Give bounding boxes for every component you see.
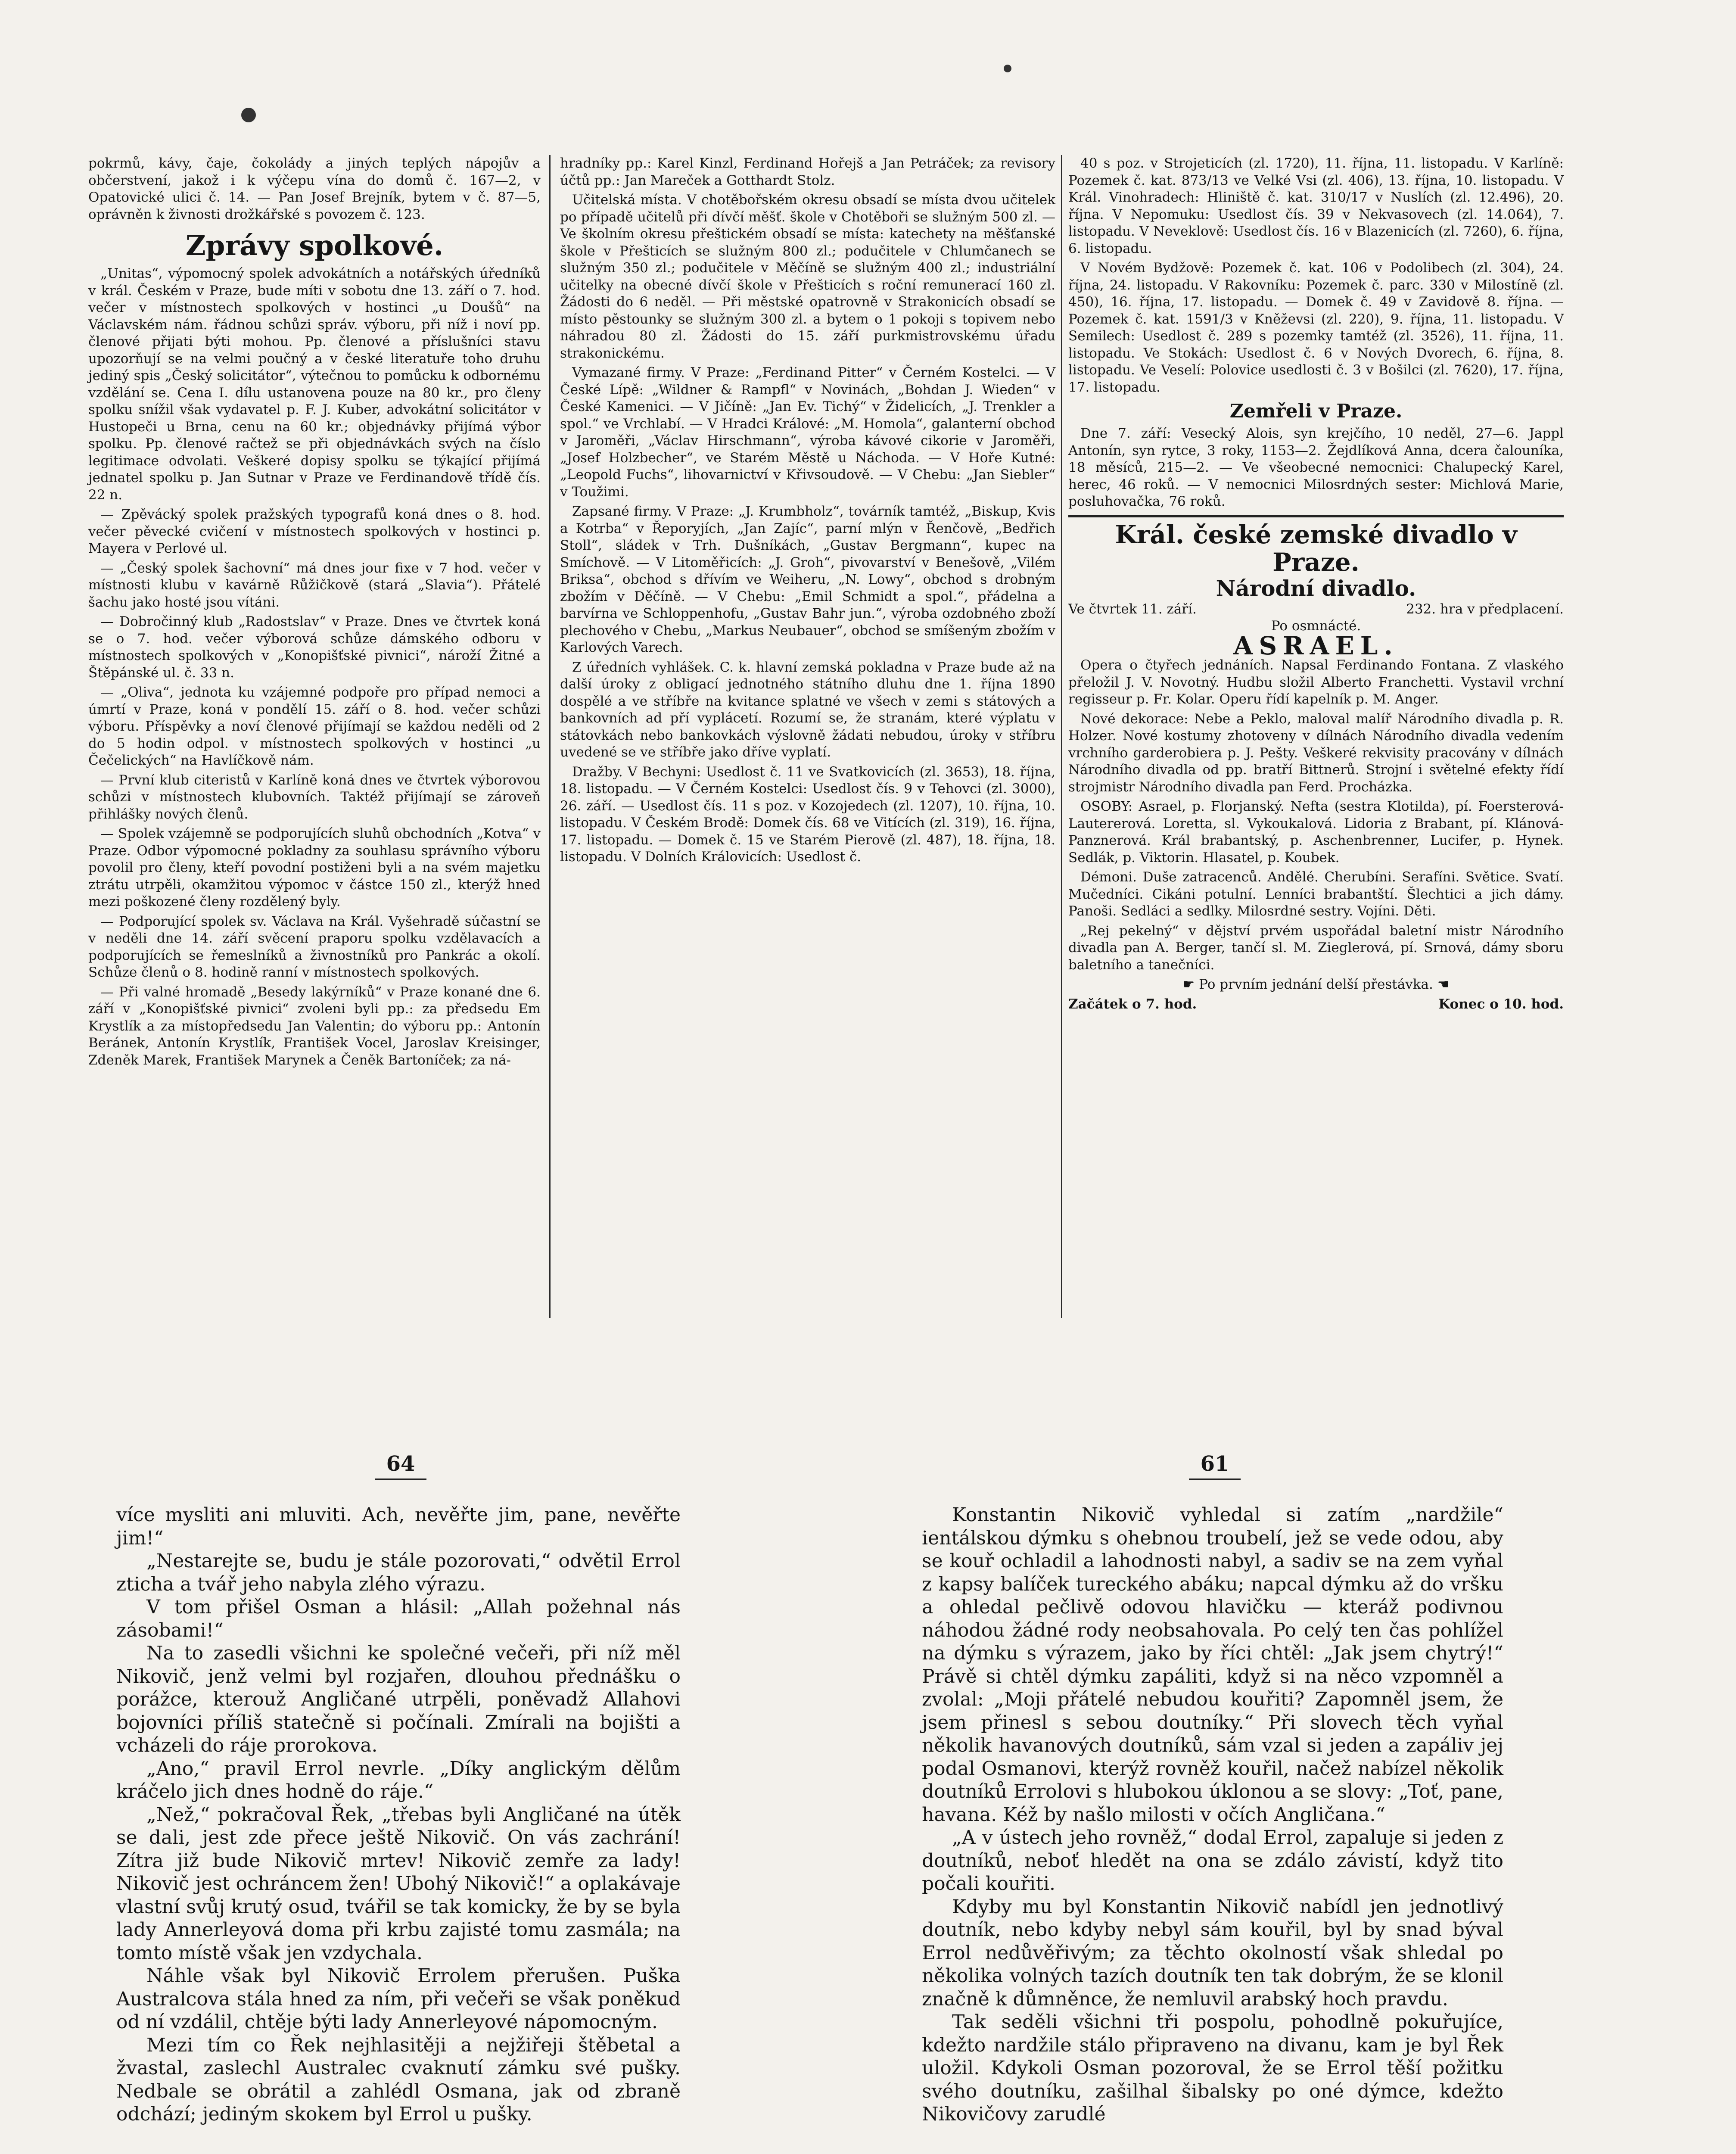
- paragraph: Nové dekorace: Nebe a Peklo, maloval malíř Národního divadla p. R. Holzer. Nové kostumy zhotoveny v dílnách Národního divadla vedením vrchního garderobiera p. J. Pešty. Veškeré rekvisity pracovány v dílnách Národního divadla od pp. bratří Bittnerů. Strojní i světelné efekty řídí strojmistr Národního divadla pan Ferd. Procházka.: [1068, 711, 1564, 795]
- times-line: [1068, 996, 1564, 1013]
- column-left: [88, 155, 541, 1071]
- intermission-note: ☛ Po prvním jednání delší přestávka. ☚: [1182, 977, 1450, 992]
- newspaper-section: [0, 155, 1736, 1327]
- paragraph: — Podporující spolek sv. Václava na Král. Vyšehradě súčastní se v neděli dne 14. září svěcení praporu spolku vzdělavacích a podporujících se řemeslníků a živnostníků pro Pankrác a okolí. Schůze členů o 8. hodině ranní v místnostech spolkových.: [88, 913, 541, 980]
- page-number-right: 61: [1189, 1452, 1241, 1480]
- theatre-title: Král. české zemské divadlo v Praze.: [1068, 515, 1564, 576]
- paragraph: Z úředních vyhlášek. C. k. hlavní zemská pokladna v Praze bude až na další úroky z obligací jednotného státního dluhu dne 1. října 1890 dospělé a ve stříbře na kvitance splatné ve všech v zemi s státových a bankovních ad pří vyplácetí. Rozumí se, že stranám, které výplatu v státovkách nebo bankovkách výslovně žádati nebudou, úroky v stříbru uvedené se ve stříbře jako dříve vyplatí.: [560, 659, 1055, 760]
- page-number-left: 64: [375, 1452, 426, 1480]
- paragraph: OSOBY: Asrael, p. Florjanský. Nefta (sestra Klotilda), pí. Foersterová-Lautererová. Loretta, sl. Vykoukalová. Lidoria z Brabant, pí. Klánová-Panznerová. Král brabantský, p. Aschenbrenner, Lucifer, p. Hynek. Sedlák, p. Viktorin. Hlasatel, p. Koubek.: [1068, 799, 1564, 865]
- performance-number: 232. hra v předplacení.: [1406, 601, 1564, 617]
- paragraph: pokrmů, kávy, čaje, čokolády a jiných teplých nápojův a občerstvení, jakož i k výčepu vína do domů č. 167—2, v Opatovické ulici č. 14. — Pan Josef Brejník, bytem v č. 87—5, oprávněn k živnosti drožkářské s povozem č. 123.: [88, 156, 541, 222]
- paragraph: Konstantin Nikovič vyhledal si zatím „nardžile“ ientálskou dýmku s ohebnou troubelí, jež se vede odou, aby se kouř ochladil a lahodnosti nabyl, a sadiv se na zem vyňal z kapsy balíček tureckého abáku; napcal dýmku až do vršku a ohledal pečlivě odovou hlavičku — kteráž podivnou náhodou žádné rody neobsahovala. Po celý ten čas pohlížel na dýmku s výrazem, jako by říci chtěl: „Jak jsem chytrý!“ Právě si chtěl dýmku zapáliti, když si na něco vzpomněl a zvolal: „Moji přátelé nebudou kouřiti? Zapomněl jsem, že jsem přinesl s sebou doutníky.“ Při slovech těch vyňal několik havanových doutníků, sám vzal si jeden a zapáliv jej podal Osmanovi, kterýž rovněž kouřil, načež nabízel několik doutníků Errolovi s hlubokou úklonou a se slovy: „Toť, pane, havana. Kéž by našlo milosti v očích Angličana.“: [922, 1504, 1503, 1826]
- performance-date: Ve čtvrtek 11. září.: [1068, 601, 1197, 617]
- paragraph: „Unitas“, výpomocný spolek advokátních a notářských úředníků v král. Českém v Praze, bude míti v sobotu dne 13. září o 7. hod. večer v místnostech spolkových v hostinci „u Doušů“ na Václavském nám. řádnou schůzi správ. výboru, při níž i noví pp. členové přijati býti mohou. Pp. členové a příslušníci stavu upozorňují se na velmi poučný a v české literatuře toho druhu jediný spis „Český solicitátor“, výtečnou to pomůcku k odbornému vzdělání se. Cena I. dílu ustanovena pouze na 80 kr., pro členy spolku snížil však vydavatel p. F. J. Kuber, advokátní solicitátor v Hustopeči u Brna, cenu na 60 kr.; objednávky přijímá výbor spolku. Pp. členové račtež se při objednávkách svých na číslo legitimace odvolati. Veškeré dopisy spolku se týkající přijímá jednatel spolku p. Jan Sutnar v Praze ve Ferdinandově třídě čís. 22 n.: [88, 266, 541, 503]
- paragraph: — Dobročinný klub „Radostslav“ v Praze. Dnes ve čtvrtek koná se o 7. hod. večer výborová schůze dámského odboru v místnostech spolkových v „Konopišťské pivnici“, nároží Žitné a Štěpánské ul. č. 33 n.: [88, 614, 541, 681]
- column-right: [1068, 155, 1564, 1013]
- column-rule: [549, 155, 551, 1318]
- performance-count: Po osmnácté.: [1271, 618, 1361, 634]
- paragraph: Opera o čtyřech jednáních. Napsal Ferdinando Fontana. Z vlaského přeložil J. V. Novotný. Hudbu složil Alberto Franchetti. Vystavil vrchní regisseur p. Fr. Kolar. Operu řídí kapelník p. M. Anger.: [1068, 657, 1564, 707]
- paragraph: — První klub citeristů v Karlíně koná dnes ve čtvrtek výborovou schůzi v místnostech klubovních. Taktéž přijímají se zároveň přihlášky nových členů.: [88, 772, 541, 822]
- paragraph: Vymazané firmy. V Praze: „Ferdinand Pitter“ v Černém Kostelci. — V České Lípě: „Wildner & Rampfl“ v Novinách, „Bohdan J. Wieden“ v České Kamenici. — V Jičíně: „Jan Ev. Tichý“ v Židelicích, „J. Trenkler a spol.“ ve Vrchlabí. — V Hradci Králové: „M. Homola“, galanterní obchod v Jaroměři, „Václav Hirschmann“, výroba kávové cikorie v Jaroměři, „Josef Holzbecher“, ve Starém Městě u Náchoda. — V Hoře Kutné: „Leopold Fuchs“, lihovarnictví v Křivsoudově. — V Chebu: „Jan Siebler“ v Toužimi.: [560, 365, 1055, 500]
- performance-line: [1068, 601, 1564, 618]
- paragraph: „Rej pekelný“ v dějství prvém uspořádal baletní mistr Národního divadla pan A. Berger, tančí sl. M. Zieglerová, pí. Srnová, dámy sboru baletního a tanečníci.: [1068, 923, 1564, 973]
- paragraph: Démoni. Duše zatracenců. Andělé. Cherubíni. Serafíni. Světice. Svatí. Mučedníci. Cikáni potulní. Lenníci brabantští. Šlechtici a jich dámy. Panoši. Sedláci a sedlky. Milosrdné sestry. Vojíni. Děti.: [1068, 869, 1564, 919]
- novel-page-left: [116, 1503, 681, 2126]
- paragraph: hradníky pp.: Karel Kinzl, Ferdinand Hořejš a Jan Petráček; za revisory účtů pp.: Jan Mareček a Gotthardt Stolz.: [560, 156, 1055, 188]
- opera-title: ASRAEL.: [1233, 631, 1399, 660]
- end-time: Konec o 10. hod.: [1438, 996, 1564, 1012]
- section-heading: Zemřeli v Praze.: [1229, 400, 1403, 422]
- paragraph: „Než,“ pokračoval Řek, „třebas byli Angličané na útěk se dali, jest zde přece ještě Nikovič. On vás zachrání! Zítra již bude Nikovič mrtev! Nikovič zemře za lady! Nikovič jest ochráncem žen! Ubohý Nikovič!“ a oplakávaje vlastní svůj krutý osud, tvářil se tak komicky, že by se byla lady Annerleyová doma při krbu zajisté tomu zasmála; na tomto místě však jen vzdychala.: [116, 1803, 681, 1964]
- paragraph: „A v ústech jeho rovněž,“ dodal Errol, zapaluje si jeden z doutníků, neboť hledět na ona se zdálo závistí, když tito počali kouřiti.: [922, 1827, 1503, 1895]
- paragraph: — Při valné hromadě „Besedy lakýrníků“ v Praze konané dne 6. září v „Konopišťské pivnici“ zvoleni byli pp.: za předsedu Em Krystlík a za místopředsedu Jan Valentin; do výboru pp.: Antonín Beránek, Antonín Krystlík, František Vocel, Jaroslav Kreisinger, Zdeněk Marek, František Marynek a Čeněk Bartoníček; za ná-: [88, 984, 541, 1068]
- ink-spot: [241, 108, 256, 122]
- novel-section: [0, 1439, 1736, 2154]
- paragraph: Dne 7. září: Vesecký Alois, syn krejčího, 10 neděl, 27—6. Jappl Antonín, syn rytce, 3 roky, 1153—2. Žejdlíková Anna, dcera čalouníka, 18 měsíců, 215—2. — Ve všeobecné nemocnici: Chalupecký Karel, herec, 46 roků. — V nemocnici Milosrdných sester: Michlová Marie, posluhovačka, 76 roků.: [1068, 426, 1564, 509]
- paragraph: Tak seděli všichni tři pospolu, pohodlně pokuřujíce, kdežto nardžile stálo připraveno na divanu, kam je byl Řek uložil. Kdykoli Osman pozoroval, že se Errol těší požitku svého doutníku, zašilhal šibalsky po oné dýmce, kdežto Nikovičovy zarudlé: [922, 2011, 1503, 2125]
- ink-spot: [1004, 65, 1011, 72]
- paragraph: více mysliti ani mluviti. Ach, nevěřte jim, pane, nevěřte jim!“: [116, 1504, 681, 1549]
- paragraph: „Nestarejte se, budu je stále pozorovati,“ odvětil Errol zticha a tvář jeho nabyla zlého výrazu.: [116, 1550, 681, 1595]
- theatre-subtitle: Národní divadlo.: [1216, 575, 1416, 601]
- paragraph: 40 s poz. v Strojeticích (zl. 1720), 11. října, 11. listopadu. V Karlíně: Pozemek č. kat. 873/13 ve Velké Vsi (zl. 406), 13. října, 10. listopadu. V Král. Vinohradech: Hliniště č. kat. 310/17 v Nuslích (zl. 12.496), 20. října. V Nepomuku: Usedlost čís. 39 v Nekvasovech (zl. 14.064), 7. listopadu. V Neveklově: Usedlost čís. 16 v Blazenicích (zl. 7260), 6. října, 6. listopadu.: [1068, 156, 1564, 256]
- paragraph: Dražby. V Bechyni: Usedlost č. 11 ve Svatkovicích (zl. 3653), 18. října, 18. listopadu. — V Černém Kostelci: Usedlost čís. 9 v Tehovci (zl. 3000), 26. září. — Usedlost čís. 11 s poz. v Kozojedech (zl. 1207), 10. října, 10. listopadu. V Českém Brodě: Domek čís. 68 ve Vitících (zl. 319), 16. října, 17. listopadu. — Domek č. 15 ve Starém Pierově (zl. 487), 18. října, 18. listopadu. V Dolních Královicích: Usedlost č.: [560, 764, 1055, 865]
- paragraph: Kdyby mu byl Konstantin Nikovič nabídl jen jednotlivý doutník, nebo kdyby nebyl sám kouřil, byl by snad býval Errol nedůvěřivým; za těchto okolností však shledal po několika volných tazích doutník ten tak dobrým, že se klonil značně k důmněnce, že nemluvil arabský hoch pravdu.: [922, 1896, 1503, 2010]
- paragraph: V Novém Bydžově: Pozemek č. kat. 106 v Podolibech (zl. 304), 24. října, 24. listopadu. V Rakovníku: Pozemek č. parc. 330 v Milostíně (zl. 450), 16. října, 17. listopadu. — Domek č. 49 v Zavidově 8. října. — Pozemek č. kat. 1591/3 v Kněževsi (zl. 220), 9. října, 11. listopadu. V Semilech: Usedlost č. 289 s pozemky tamtéž (zl. 3526), 11. října, 11. listopadu. Ve Stokách: Usedlost č. 6 v Nových Dvorech, 6. října, 8. listopadu. Ve Veselí: Polovice usedlosti č. 3 v Bošilci (zl. 7620), 17. října, 17. listopadu.: [1068, 260, 1564, 395]
- paragraph: V tom přišel Osman a hlásil: „Allah požehnal nás zásobami!“: [116, 1596, 681, 1641]
- paragraph: — Zpěvácký spolek pražských typografů koná dnes o 8. hod. večer pěvecké cvičení v místnostech spolkových v hostinci p. Mayera v Perlové ul.: [88, 507, 541, 556]
- paragraph: — „Oliva“, jednota ku vzájemné podpoře pro případ nemoci a úmrtí v Praze, koná v pondělí 15. září o 8. hod. večer schůzi výboru. Příspěvky a noví členové přijímají se každou neděli od 2 do 5 hodin odpol. v místnostech spolkových v hostinci „u Čečelických“ na Havlíčkově nám.: [88, 685, 541, 768]
- column-rule: [1061, 155, 1062, 1318]
- start-time: Začátek o 7. hod.: [1068, 996, 1197, 1012]
- paragraph: Na to zasedli všichni ke společné večeři, při níž měl Nikovič, jenž velmi byl rozjařen, dlouhou přednášku o porážce, kterouž Angličané utrpěli, poněvadž Allahovi bojovníci příliš statečně si počínali. Zmírali na bojišti a vcházeli do ráje prorokova.: [116, 1642, 681, 1756]
- paragraph: — Spolek vzájemně se podporujících sluhů obchodních „Kotva“ v Praze. Odbor výpomocné pokladny za souhlasu správního výboru povolil pro členy, kteří povodní postiženi byli a na svém majetku ztrátu utrpěli, okamžitou výpomoc v částce 150 zl., kterýž hned mezi poškozené členy rozdělený byly.: [88, 826, 541, 909]
- paragraph: Náhle však byl Nikovič Errolem přerušen. Puška Australcova stála hned za ním, při večeři se však poněkud od ní vzdálil, chtěje býti lady Annerleyové nápomocným.: [116, 1965, 681, 2033]
- paragraph: „Ano,“ pravil Errol nevrle. „Díky anglickým dělům kráčelo jich dnes hodně do ráje.“: [116, 1757, 681, 1802]
- column-middle: [560, 155, 1055, 868]
- paragraph: Zapsané firmy. V Praze: „J. Krumbholz“, továrník tamtéž, „Biskup, Kvis a Kotrba“ v Řeporyjích, „Jan Zajíc“, parní mlýn v Řenčově, „Bedřich Stoll“, sládek v Trh. Dušníkách, „Gustav Bergmann“, kupec na Smíchově. — V Litoměřicích: „J. Groh“, pivovarství v Benešově, „Vilém Briksa“, obchod s dřívím ve Weiheru, „N. Lowy“, obchod s drobným zbožím v Děčíně. — V Chebu: „Emil Schmidt a spol.“, přádelna a barvírna ve Schloppenhofu, „Gustav Bahr jun.“, výroba ozdobného zboží plechového v Chebu, „Markus Neubauer“, obchod se smíšeným zbožím v Karlových Varech.: [560, 504, 1055, 655]
- paragraph: Učitelská místa. V chotěbořském okresu obsadí se místa dvou učitelek po případě učitelů při dívčí měšť. škole v Chotěboři se služným 500 zl. — Ve školním okresu přeštickém obsadí se místa: katechety na měšťanské škole v Přešticích se služným 800 zl.; podučitele v Chlumčanech se služným 350 zl.; podučitele v Měčíně se služným 400 zl.; industriální učitelky na obecné dívčí škole v Přešticích s roční remunerací 160 zl. Žádosti do 6 neděl. — Při městské opatrovně v Strakonicích obsadí se místo pěstounky se služným 300 zl. a bytem o 1 pokoji s topivem nebo náhradou 80 zl. Žádosti do 15. září purkmistrovskému úřadu strakonickému.: [560, 192, 1055, 361]
- paragraph: — „Český spolek šachovní“ má dnes jour fixe v 7 hod. večer v místnosti klubu v kavárně Růžičkově (stará „Slavia“). Přátelé šachu jako hosté jsou vítáni.: [88, 560, 541, 610]
- paragraph: Mezi tím co Řek nejhlasitěji a nejžiřeji štěbetal a žvastal, zaslechl Australec cvaknutí zámku své pušky. Nedbale se obrátil a zahlédl Osmana, jak od zbraně odchází; jediným skokem byl Errol u pušky.: [116, 2034, 681, 2125]
- section-heading: Zprávy spolkové.: [185, 230, 444, 262]
- novel-page-right: [922, 1503, 1503, 2126]
